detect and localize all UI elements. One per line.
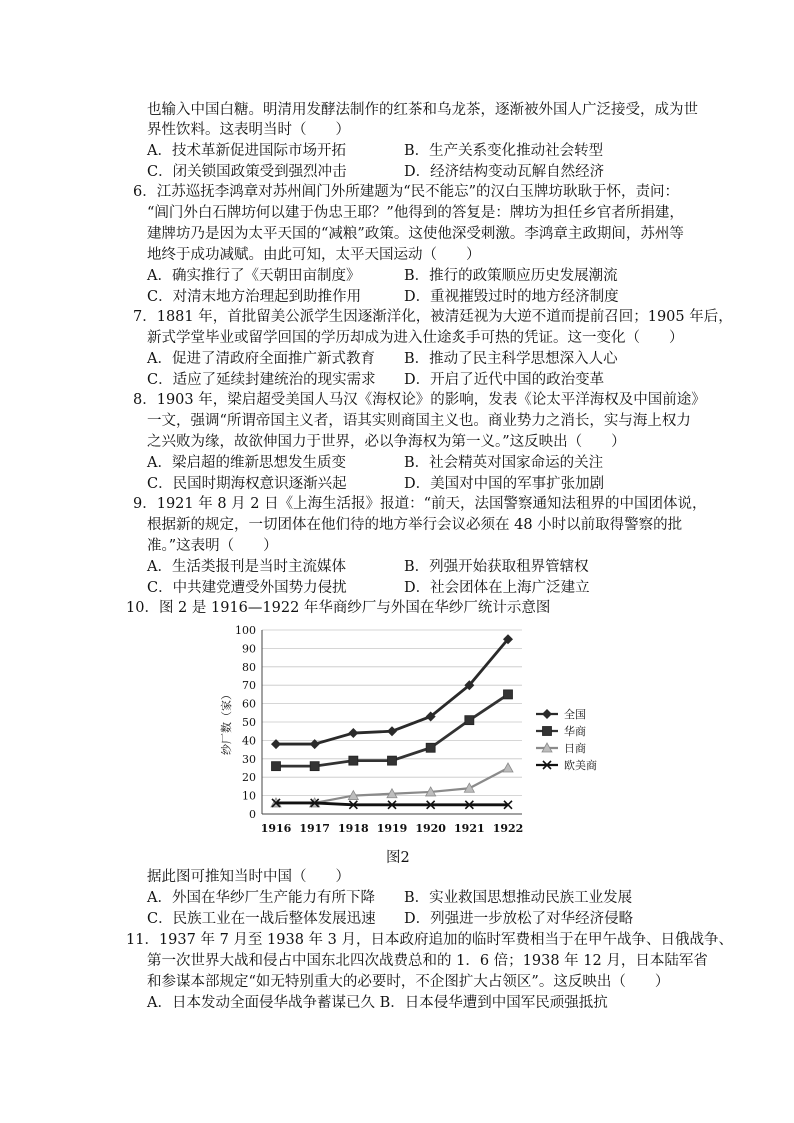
chart-svg xyxy=(220,622,632,842)
q6-stem-line3: 建牌坊乃是因为太平天国的“减粮”政策。这使他深受刺激。李鸿章主政期间，苏州等 xyxy=(147,226,684,242)
data-point xyxy=(310,762,319,771)
q7-option-c: C．适应了延续封建统治的现实需求 xyxy=(147,372,376,388)
x-tick-label: 1922 xyxy=(492,822,524,835)
q9-stem-line2: 根据新的规定，一切团体在他们待的地方举行会议必须在 48 小时以前取得警察的批 xyxy=(147,517,683,533)
data-point xyxy=(387,726,397,736)
y-tick-label: 0 xyxy=(249,808,256,821)
q6-stem-line4: 地终于成功减赋。由此可知，太平天国运动（ ） xyxy=(147,247,481,263)
q11-stem-line2: 第一次世界大战和侵占中国东北四次战费总和的 1．6 倍；1938 年 12 月，日本陆军省 xyxy=(147,953,708,969)
q5-stem-line2: 界性饮料。这表明当时（ ） xyxy=(147,122,350,138)
y-tick-label: 100 xyxy=(235,624,256,637)
q9-option-a: A．生活类报刊是当时主流媒体 xyxy=(147,559,346,575)
legend-marker xyxy=(543,727,552,736)
data-point xyxy=(426,743,435,752)
q10-stem-line1: 10．图 2 是 1916—1922 年华商纱厂与外国在华纱厂统计示意图 xyxy=(126,600,551,616)
q7-option-b: B．推动了民主科学思想深入人心 xyxy=(404,351,618,367)
q9-stem-line3: 准。”这表明（ ） xyxy=(147,538,278,554)
q5-stem-line1: 也输入中国白糖。明清用发酵法制作的红茶和乌龙茶，逐渐被外国人广泛接受，成为世 xyxy=(147,102,698,118)
q10-option-b: B．实业救国思想推动民族工业发展 xyxy=(404,890,633,906)
y-tick-label: 70 xyxy=(242,679,256,693)
q10-option-a: A．外国在华纱厂生产能力有所下降 xyxy=(147,890,375,906)
y-axis-label: 纱厂数（家） xyxy=(220,689,233,755)
y-tick-label: 30 xyxy=(242,752,256,766)
figure-caption: 图2 xyxy=(386,850,410,866)
x-tick-label: 1920 xyxy=(415,822,446,835)
q8-option-b: B．社会精英对国家命运的关注 xyxy=(404,455,604,471)
y-tick-label: 40 xyxy=(242,734,256,748)
q8-stem-line2: 一文，强调“所谓帝国主义者，语其实则商国主义也。商业势力之消长，实与海上权力 xyxy=(147,413,691,429)
q11-stem-line1: 11．1937 年 7 月至 1938 年 3 月，日本政府追加的临时军费相当于在甲午战争、日俄战争、 xyxy=(126,932,733,948)
q8-option-a: A．梁启超的维新思想发生质变 xyxy=(147,455,346,471)
y-tick-label: 90 xyxy=(242,642,256,656)
q5-option-b: B．生产关系变化推动社会转型 xyxy=(404,143,604,159)
y-tick-label: 10 xyxy=(242,789,256,803)
q11-stem-line3: 和参谋本部规定“如无特别重大的必要时，不企图扩大占领区”。这反映出（ ） xyxy=(147,974,670,990)
legend-marker xyxy=(542,709,552,719)
q6-option-c: C．对清末地方治理起到助推作用 xyxy=(147,289,362,305)
legend-label: 日商 xyxy=(564,742,586,755)
x-tick-label: 1921 xyxy=(454,822,485,835)
q8-stem-line1: 8．1903 年，梁启超受美国人马汉《海权论》的影响，发表《论太平洋海权及中国前途》 xyxy=(133,392,706,408)
legend-label: 全国 xyxy=(564,708,586,721)
y-tick-label: 80 xyxy=(242,660,256,674)
q9-stem-line1: 9．1921 年 8 月 2 日《上海生活报》报道：“前天，法国警察通知法租界的中国团体说， xyxy=(133,496,707,512)
q6-stem-line1: 6．江苏巡抚李鸿章对苏州阊门外所建题为“民不能忘”的汉白玉牌坊耿耿于怀，责问： xyxy=(133,184,680,200)
q7-stem-line2: 新式学堂毕业或留学回国的学历却成为进入仕途炙手可热的凭证。这一变化（ ） xyxy=(147,330,684,346)
q6-option-a: A．确实推行了《天朝田亩制度》 xyxy=(147,268,361,284)
q11-options-ab: A．日本发动全面侵华战争蓄谋已久 B．日本侵华遭到中国军民顽强抵抗 xyxy=(147,995,608,1011)
data-point xyxy=(349,756,358,765)
q7-stem-line1: 7．1881 年，首批留美公派学生因逐渐洋化，被清廷视为大逆不道而提前召回；1905 年后， xyxy=(133,309,733,325)
y-tick-label: 60 xyxy=(242,697,256,711)
q9-option-d: D．社会团体在上海广泛建立 xyxy=(404,580,590,596)
x-tick-label: 1919 xyxy=(376,822,408,835)
q5-option-d: D．经济结构变动瓦解自然经济 xyxy=(404,164,605,180)
data-point xyxy=(504,690,513,699)
q7-option-a: A．促进了清政府全面推广新式教育 xyxy=(147,351,375,367)
x-tick-label: 1918 xyxy=(338,822,369,835)
q8-option-d: D．美国对中国的军事扩张加剧 xyxy=(404,476,605,492)
data-point xyxy=(465,716,474,725)
data-point xyxy=(388,756,397,765)
legend-label: 欧美商 xyxy=(564,759,597,772)
y-tick-label: 20 xyxy=(242,771,256,785)
data-point xyxy=(348,728,358,738)
legend-label: 华商 xyxy=(564,725,586,738)
q8-stem-line3: 之兴败为缘，故欲伸国力于世界，必以争海权为第一义。”这反映出（ ） xyxy=(147,434,626,450)
q10-option-c: C．民族工业在一战后整体发展迅速 xyxy=(147,911,376,927)
data-point xyxy=(503,763,513,772)
line-chart xyxy=(220,622,632,842)
x-tick-label: 1917 xyxy=(299,822,330,835)
q9-option-b: B．列强开始获取租界管辖权 xyxy=(404,559,589,575)
q5-option-c: C．闭关锁国政策受到强烈冲击 xyxy=(147,164,347,180)
q5-option-a: A．技术革新促进国际市场开拓 xyxy=(147,143,346,159)
q6-option-d: D．重视摧毁过时的地方经济制度 xyxy=(404,289,619,305)
q10-stem-after: 据此图可推知当时中国（ ） xyxy=(147,869,350,885)
q8-option-c: C．民国时期海权意识逐渐兴起 xyxy=(147,476,347,492)
q6-option-b: B．推行的政策顺应历史发展潮流 xyxy=(404,268,618,284)
q6-stem-line2: “阊门外白石牌坊何以建于伪忠王耶？”他得到的答复是：牌坊为担任乡官者所捐建， xyxy=(147,205,684,221)
x-tick-label: 1916 xyxy=(260,822,292,835)
q9-option-c: C．中共建党遭受外国势力侵扰 xyxy=(147,580,347,596)
y-tick-label: 50 xyxy=(242,716,256,729)
q10-option-d: D．列强进一步放松了对华经济侵略 xyxy=(404,911,634,927)
data-point xyxy=(272,762,281,771)
q7-option-d: D．开启了近代中国的政治变革 xyxy=(404,372,605,388)
